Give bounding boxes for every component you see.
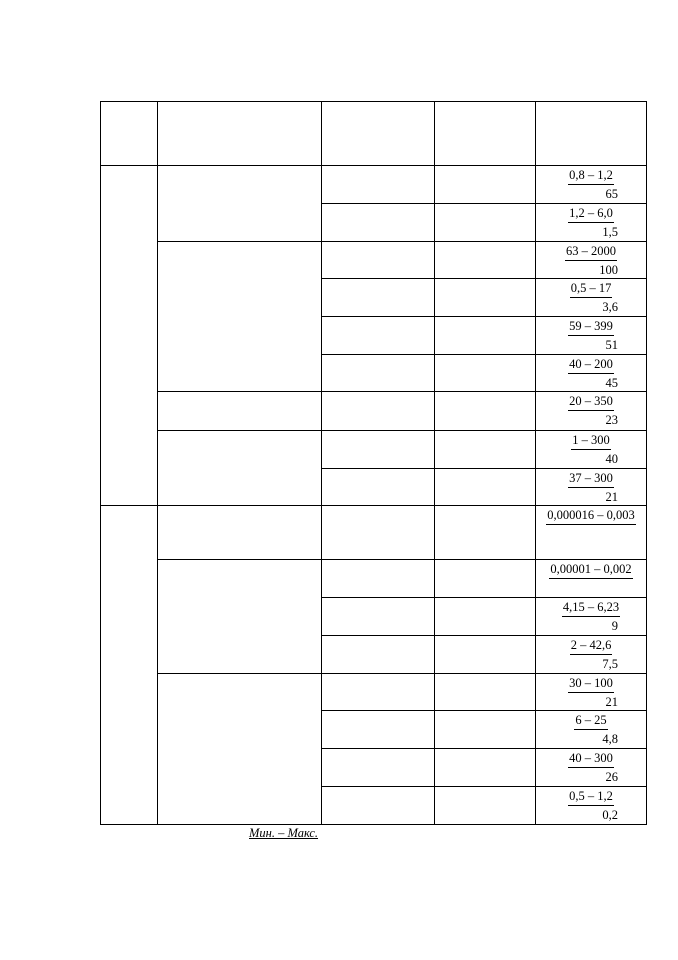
table-row xyxy=(101,506,647,560)
table-row xyxy=(101,166,647,204)
header-cell-5 xyxy=(536,102,647,166)
header-cell-2 xyxy=(158,102,322,166)
mean-value: 7,5 xyxy=(602,657,618,671)
range-value: 1,2 – 6,0 xyxy=(568,206,614,223)
range-value: 59 – 399 xyxy=(568,319,614,336)
value-cell xyxy=(536,317,647,355)
fraction xyxy=(536,204,646,240)
range-value: 0,5 – 1,2 xyxy=(568,789,614,806)
fraction xyxy=(536,711,646,747)
table-row xyxy=(101,560,647,598)
table-row xyxy=(101,392,647,431)
value-cell xyxy=(536,204,647,242)
header-cell-3 xyxy=(322,102,435,166)
range-value: 30 – 100 xyxy=(568,676,614,693)
fraction xyxy=(536,242,646,278)
value-cell xyxy=(536,469,647,506)
fraction xyxy=(536,749,646,785)
header-cell-1 xyxy=(101,102,158,166)
mean-value: 23 xyxy=(605,413,618,427)
value-cell xyxy=(536,749,647,787)
range-value: 1 – 300 xyxy=(571,433,611,450)
group-cell xyxy=(101,506,158,825)
range-value: 20 – 350 xyxy=(568,394,614,411)
value-cell xyxy=(536,392,647,431)
range-value: 0,5 – 17 xyxy=(570,281,613,298)
mean-value: 4,8 xyxy=(602,732,618,746)
value-cell xyxy=(536,636,647,674)
value-cell xyxy=(536,787,647,825)
subgroup-cell xyxy=(158,392,322,431)
value-cell xyxy=(536,506,647,560)
fraction xyxy=(536,674,646,710)
value-cell xyxy=(536,355,647,392)
table-row xyxy=(101,431,647,469)
subgroup-cell xyxy=(158,431,322,506)
mean-value: 9 xyxy=(611,619,618,633)
fraction xyxy=(536,560,646,581)
subgroup-cell xyxy=(158,674,322,825)
subgroup-cell xyxy=(158,242,322,392)
fraction xyxy=(536,787,646,823)
subgroup-cell xyxy=(158,506,322,560)
mean-value: 65 xyxy=(605,187,618,201)
data-table xyxy=(100,101,647,825)
fraction xyxy=(536,469,646,505)
range-value: 0,00001 – 0,002 xyxy=(549,562,632,579)
mean-value xyxy=(536,525,646,527)
value-cell xyxy=(536,560,647,598)
range-value: 63 – 2000 xyxy=(565,244,617,261)
value-cell xyxy=(536,279,647,317)
value-cell xyxy=(536,431,647,469)
range-value: 4,15 – 6,23 xyxy=(562,600,620,617)
fraction xyxy=(536,355,646,391)
value-cell xyxy=(536,242,647,279)
table-row xyxy=(101,674,647,711)
subgroup-cell xyxy=(158,560,322,674)
range-value: 40 – 300 xyxy=(568,751,614,768)
fraction xyxy=(536,392,646,428)
range-value: 0,8 – 1,2 xyxy=(568,168,614,185)
fraction xyxy=(536,317,646,353)
header-row xyxy=(101,102,647,166)
value-cell xyxy=(536,674,647,711)
range-value: 0,000016 – 0,003 xyxy=(546,508,636,525)
range-value: 37 – 300 xyxy=(568,471,614,488)
subgroup-cell xyxy=(158,166,322,242)
fraction xyxy=(536,431,646,467)
mean-value: 1,5 xyxy=(602,225,618,239)
mean-value: 51 xyxy=(605,338,618,352)
range-value: 6 – 25 xyxy=(574,713,607,730)
range-value: 40 – 200 xyxy=(568,357,614,374)
fraction xyxy=(536,636,646,672)
mean-value: 0,2 xyxy=(602,808,618,822)
value-cell xyxy=(536,598,647,636)
mean-value: 21 xyxy=(605,695,618,709)
value-cell xyxy=(536,166,647,204)
legend-caption: Мин. – Макс. xyxy=(249,826,319,840)
mean-value xyxy=(536,579,646,581)
mean-value: 3,6 xyxy=(602,300,618,314)
group-cell xyxy=(101,166,158,506)
fraction xyxy=(536,598,646,634)
mean-value: 21 xyxy=(605,490,618,504)
value-cell xyxy=(536,711,647,749)
mean-value: 26 xyxy=(605,770,618,784)
mean-value: 40 xyxy=(605,452,618,466)
mean-value: 100 xyxy=(599,263,618,277)
range-value: 2 – 42,6 xyxy=(570,638,613,655)
table-row xyxy=(101,242,647,279)
header-cell-4 xyxy=(435,102,536,166)
fraction xyxy=(536,279,646,315)
mean-value: 45 xyxy=(605,376,618,390)
fraction xyxy=(536,506,646,527)
fraction xyxy=(536,166,646,202)
